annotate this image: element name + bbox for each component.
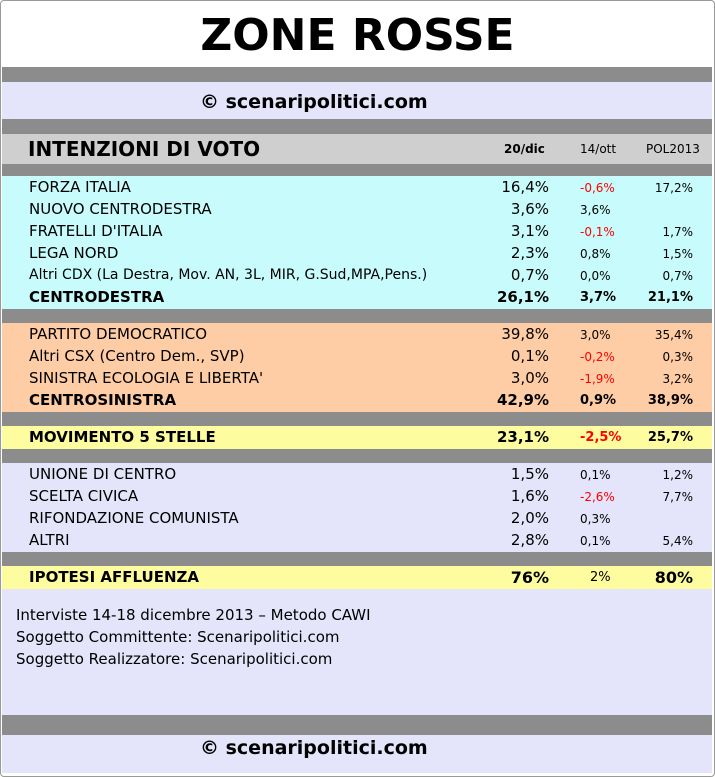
group-total-label: CENTROSINISTRA bbox=[29, 391, 177, 409]
party-label: Altri CSX (Centro Dem., SVP) bbox=[29, 347, 245, 365]
value-pol2013: 1,7% bbox=[662, 225, 693, 239]
total-row bbox=[0, 567, 715, 589]
party-label: LEGA NORD bbox=[29, 244, 119, 262]
table-row bbox=[0, 486, 715, 508]
value-change: -1,9% bbox=[580, 372, 615, 386]
page-title: ZONE ROSSE bbox=[200, 10, 515, 61]
total-row bbox=[0, 427, 715, 449]
value-change: 2% bbox=[590, 570, 611, 585]
value-current: 3,0% bbox=[510, 369, 549, 387]
value-current: 3,6% bbox=[510, 200, 549, 218]
value-current: 3,1% bbox=[510, 222, 549, 240]
value-pol2013: 7,7% bbox=[662, 490, 693, 504]
value-pol2013: 1,2% bbox=[662, 468, 693, 482]
table-row bbox=[0, 243, 715, 265]
party-label: FRATELLI D'ITALIA bbox=[29, 222, 163, 240]
value-pol2013: 25,7% bbox=[647, 430, 693, 445]
separator bbox=[2, 715, 712, 735]
table-row bbox=[0, 221, 715, 243]
value-current: 26,1% bbox=[496, 288, 549, 306]
value-change: 0,9% bbox=[580, 393, 617, 408]
party-label: RIFONDAZIONE COMUNISTA bbox=[29, 509, 239, 527]
value-change: 0,3% bbox=[580, 512, 611, 526]
table-row bbox=[0, 265, 715, 287]
value-change: 0,1% bbox=[580, 468, 611, 482]
party-label: SCELTA CIVICA bbox=[29, 487, 139, 505]
value-pol2013: 21,1% bbox=[647, 290, 693, 305]
party-label: NUOVO CENTRODESTRA bbox=[29, 200, 212, 218]
section-title: INTENZIONI DI VOTO bbox=[28, 137, 261, 161]
party-label: Altri CDX (La Destra, Mov. AN, 3L, MIR, G.Sud,MPA,Pens.) bbox=[29, 267, 428, 283]
group-total-label: MOVIMENTO 5 STELLE bbox=[29, 428, 216, 446]
table-row bbox=[0, 368, 715, 390]
party-label: PARTITO DEMOCRATICO bbox=[29, 325, 208, 343]
table-row bbox=[0, 464, 715, 486]
value-change: -0,2% bbox=[580, 350, 615, 364]
separator bbox=[2, 164, 712, 176]
table-row bbox=[0, 508, 715, 530]
footer-line: Interviste 14-18 dicembre 2013 – Metodo CAWI bbox=[16, 606, 371, 624]
column-header-previous: 14/ott bbox=[580, 142, 617, 156]
value-current: 1,6% bbox=[510, 487, 549, 505]
table-row bbox=[0, 199, 715, 221]
value-current: 2,0% bbox=[510, 509, 549, 527]
party-label: SINISTRA ECOLOGIA E LIBERTA' bbox=[29, 369, 264, 387]
value-pol2013: 17,2% bbox=[654, 181, 693, 195]
value-current: 2,8% bbox=[510, 531, 549, 549]
value-current: 1,5% bbox=[510, 465, 549, 483]
column-header-current: 20/dic bbox=[504, 142, 545, 156]
separator bbox=[2, 67, 712, 82]
party-label: ALTRI bbox=[29, 531, 70, 549]
group-total-label: CENTRODESTRA bbox=[29, 288, 165, 306]
value-current: 76% bbox=[510, 568, 549, 587]
table-row bbox=[0, 177, 715, 199]
separator bbox=[2, 309, 712, 323]
value-pol2013: 38,9% bbox=[647, 393, 693, 408]
column-header-pol2013: POL2013 bbox=[646, 142, 700, 156]
value-pol2013: 5,4% bbox=[662, 534, 693, 548]
value-change: 3,6% bbox=[580, 203, 611, 217]
value-pol2013: 0,3% bbox=[662, 350, 693, 364]
value-change: -0,1% bbox=[580, 225, 615, 239]
value-change: 0,0% bbox=[580, 269, 611, 283]
value-change: -0,6% bbox=[580, 181, 615, 195]
table-row bbox=[0, 346, 715, 368]
value-pol2013: 0,7% bbox=[662, 269, 693, 283]
separator bbox=[2, 552, 712, 566]
value-change: 3,0% bbox=[580, 328, 611, 342]
value-change: 0,8% bbox=[580, 247, 611, 261]
value-change: 3,7% bbox=[580, 290, 617, 305]
value-pol2013: 1,5% bbox=[662, 247, 693, 261]
copyright-top: © scenaripolitici.com bbox=[200, 91, 428, 113]
footer-line: Soggetto Committente: Scenaripolitici.com bbox=[16, 628, 340, 646]
total-row bbox=[0, 287, 715, 309]
table-row bbox=[0, 530, 715, 552]
value-current: 23,1% bbox=[496, 428, 549, 446]
copyright-bottom: © scenaripolitici.com bbox=[200, 737, 428, 759]
value-current: 0,1% bbox=[510, 347, 549, 365]
value-change: -2,5% bbox=[580, 430, 622, 445]
value-current: 39,8% bbox=[501, 325, 549, 343]
value-pol2013: 3,2% bbox=[662, 372, 693, 386]
value-current: 42,9% bbox=[496, 391, 549, 409]
value-pol2013: 35,4% bbox=[654, 328, 693, 342]
separator bbox=[2, 119, 712, 134]
separator bbox=[2, 412, 712, 426]
value-current: 2,3% bbox=[510, 244, 549, 262]
separator bbox=[2, 449, 712, 463]
value-pol2013: 80% bbox=[654, 568, 693, 587]
value-current: 16,4% bbox=[501, 178, 549, 196]
party-label: FORZA ITALIA bbox=[29, 178, 131, 196]
value-current: 0,7% bbox=[510, 266, 549, 284]
footer-line: Soggetto Realizzatore: Scenaripolitici.com bbox=[16, 650, 333, 668]
party-label: UNIONE DI CENTRO bbox=[29, 465, 177, 483]
table-row bbox=[0, 324, 715, 346]
group-total-label: IPOTESI AFFLUENZA bbox=[29, 568, 200, 586]
total-row bbox=[0, 390, 715, 412]
value-change: -2,6% bbox=[580, 490, 615, 504]
value-change: 0,1% bbox=[580, 534, 611, 548]
